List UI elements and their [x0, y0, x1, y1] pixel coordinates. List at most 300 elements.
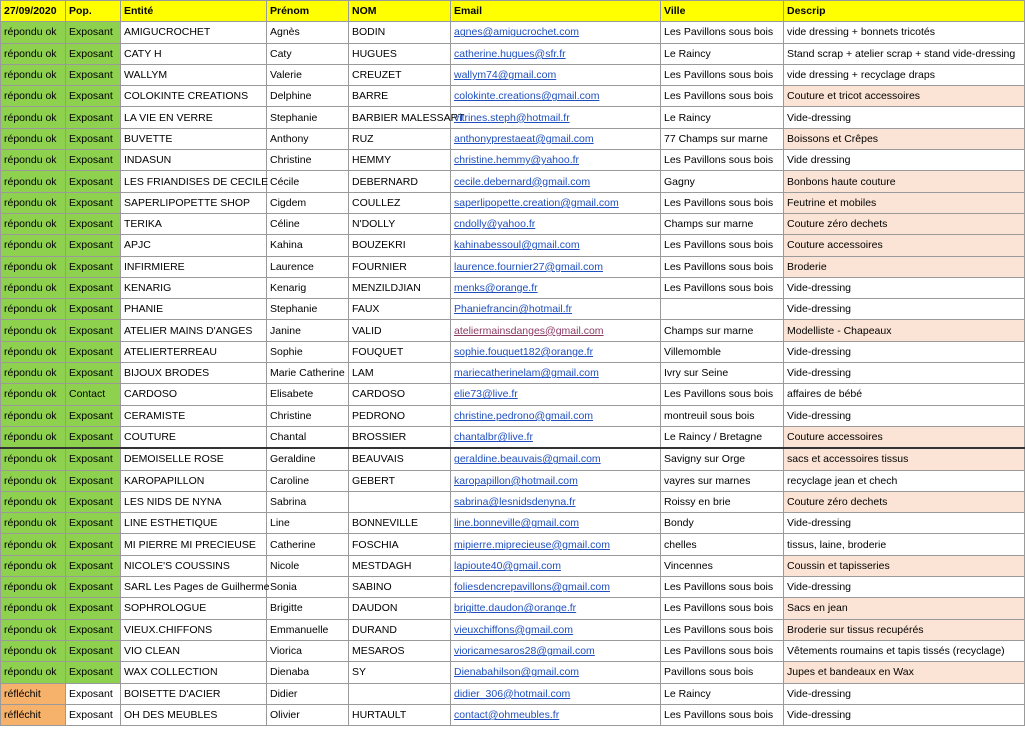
cell-entite[interactable]: LES NIDS DE NYNA [121, 491, 267, 512]
cell-status[interactable]: répondu ok [1, 384, 66, 405]
cell-pop[interactable]: Exposant [66, 534, 121, 555]
cell-nom[interactable]: BEAUVAIS [349, 448, 451, 470]
cell-nom[interactable]: BROSSIER [349, 426, 451, 448]
cell-email[interactable] [451, 513, 661, 534]
cell-ville[interactable] [661, 299, 784, 320]
cell-ville[interactable]: Champs sur marne [661, 320, 784, 341]
cell-entite[interactable]: INFIRMIERE [121, 256, 267, 277]
cell-prenom[interactable]: Caroline [267, 470, 349, 491]
cell-entite[interactable]: SOPHROLOGUE [121, 598, 267, 619]
email-link[interactable]: didier_306@hotmail.com [454, 687, 571, 700]
cell-email[interactable] [451, 534, 661, 555]
cell-nom[interactable]: FOUQUET [349, 341, 451, 362]
cell-descrip[interactable]: Vide-dressing [784, 277, 1025, 298]
email-link[interactable]: sabrina@lesnidsdenyna.fr [454, 495, 576, 508]
cell-status[interactable]: répondu ok [1, 64, 66, 85]
email-link[interactable]: saperlipopette.creation@gmail.com [454, 196, 619, 209]
cell-status[interactable]: répondu ok [1, 363, 66, 384]
cell-descrip[interactable]: Modelliste - Chapeaux [784, 320, 1025, 341]
cell-email[interactable] [451, 683, 661, 704]
header-pop[interactable]: Pop. [66, 1, 121, 22]
cell-nom[interactable]: HURTAULT [349, 704, 451, 725]
cell-pop[interactable]: Exposant [66, 43, 121, 64]
cell-entite[interactable]: CATY H [121, 43, 267, 64]
cell-status[interactable]: répondu ok [1, 470, 66, 491]
cell-status[interactable]: répondu ok [1, 86, 66, 107]
cell-entite[interactable]: CERAMISTE [121, 405, 267, 426]
cell-email[interactable] [451, 22, 661, 43]
cell-email[interactable] [451, 405, 661, 426]
cell-nom[interactable]: SABINO [349, 577, 451, 598]
cell-nom[interactable]: CARDOSO [349, 384, 451, 405]
cell-ville[interactable]: Ivry sur Seine [661, 363, 784, 384]
cell-status[interactable]: répondu ok [1, 277, 66, 298]
cell-pop[interactable]: Exposant [66, 448, 121, 470]
cell-nom[interactable]: DEBERNARD [349, 171, 451, 192]
email-link[interactable]: cecile.debernard@gmail.com [454, 175, 591, 188]
cell-entite[interactable]: NICOLE'S COUSSINS [121, 555, 267, 576]
cell-pop[interactable]: Contact [66, 384, 121, 405]
email-link[interactable]: christine.pedrono@gmail.com [454, 409, 594, 422]
cell-email[interactable] [451, 619, 661, 640]
cell-prenom[interactable]: Christine [267, 150, 349, 171]
cell-email[interactable] [451, 235, 661, 256]
cell-prenom[interactable]: Cécile [267, 171, 349, 192]
cell-entite[interactable]: LA VIE EN VERRE [121, 107, 267, 128]
cell-email[interactable] [451, 363, 661, 384]
cell-prenom[interactable]: Agnès [267, 22, 349, 43]
email-link[interactable]: mariecatherinelam@gmail.com [454, 367, 599, 380]
cell-ville[interactable]: Vincennes [661, 555, 784, 576]
cell-pop[interactable]: Exposant [66, 107, 121, 128]
cell-entite[interactable]: VIO CLEAN [121, 640, 267, 661]
cell-pop[interactable]: Exposant [66, 405, 121, 426]
cell-pop[interactable]: Exposant [66, 662, 121, 683]
cell-prenom[interactable]: Janine [267, 320, 349, 341]
email-link[interactable]: vitrines.steph@hotmail.fr [454, 111, 570, 124]
cell-nom[interactable]: BONNEVILLE [349, 513, 451, 534]
cell-nom[interactable]: LAM [349, 363, 451, 384]
cell-descrip[interactable]: Vide-dressing [784, 341, 1025, 362]
cell-pop[interactable]: Exposant [66, 150, 121, 171]
cell-email[interactable] [451, 704, 661, 725]
cell-prenom[interactable]: Didier [267, 683, 349, 704]
cell-ville[interactable]: 77 Champs sur marne [661, 128, 784, 149]
cell-entite[interactable]: SARL Les Pages de Guilherme [121, 577, 267, 598]
cell-nom[interactable]: DURAND [349, 619, 451, 640]
cell-prenom[interactable]: Kenarig [267, 277, 349, 298]
email-link[interactable]: vieuxchiffons@gmail.com [454, 623, 574, 636]
cell-pop[interactable]: Exposant [66, 299, 121, 320]
cell-descrip[interactable]: Bonbons haute couture [784, 171, 1025, 192]
cell-email[interactable] [451, 192, 661, 213]
cell-descrip[interactable]: vide dressing + bonnets tricotés [784, 22, 1025, 43]
cell-status[interactable]: répondu ok [1, 235, 66, 256]
cell-descrip[interactable]: Jupes et bandeaux en Wax [784, 662, 1025, 683]
email-link[interactable]: brigitte.daudon@orange.fr [454, 602, 577, 615]
cell-prenom[interactable]: Kahina [267, 235, 349, 256]
cell-prenom[interactable]: Viorica [267, 640, 349, 661]
cell-ville[interactable]: Les Pavillons sous bois [661, 150, 784, 171]
cell-status[interactable]: réfléchit [1, 683, 66, 704]
cell-nom[interactable]: N'DOLLY [349, 213, 451, 234]
cell-nom[interactable]: GEBERT [349, 470, 451, 491]
email-link[interactable]: Dienabahilson@gmail.com [454, 666, 580, 679]
cell-descrip[interactable]: Couture zéro dechets [784, 491, 1025, 512]
cell-pop[interactable]: Exposant [66, 192, 121, 213]
cell-email[interactable] [451, 299, 661, 320]
cell-descrip[interactable]: Stand scrap + atelier scrap + stand vide-dressing [784, 43, 1025, 64]
cell-ville[interactable]: Villemomble [661, 341, 784, 362]
cell-descrip[interactable]: Vide-dressing [784, 405, 1025, 426]
cell-descrip[interactable]: Feutrine et mobiles [784, 192, 1025, 213]
cell-entite[interactable]: SAPERLIPOPETTE SHOP [121, 192, 267, 213]
cell-status[interactable]: répondu ok [1, 513, 66, 534]
cell-entite[interactable]: ATELIER MAINS D'ANGES [121, 320, 267, 341]
cell-pop[interactable]: Exposant [66, 64, 121, 85]
cell-descrip[interactable]: Vide-dressing [784, 299, 1025, 320]
cell-status[interactable]: répondu ok [1, 213, 66, 234]
cell-pop[interactable]: Exposant [66, 86, 121, 107]
cell-prenom[interactable]: Catherine [267, 534, 349, 555]
cell-nom[interactable]: MENZILDJIAN [349, 277, 451, 298]
cell-prenom[interactable]: Elisabete [267, 384, 349, 405]
email-link[interactable]: ateliermainsdanges@gmail.com [454, 324, 604, 337]
cell-status[interactable]: répondu ok [1, 43, 66, 64]
cell-ville[interactable]: Les Pavillons sous bois [661, 86, 784, 107]
cell-pop[interactable]: Exposant [66, 235, 121, 256]
cell-pop[interactable]: Exposant [66, 640, 121, 661]
cell-entite[interactable]: BUVETTE [121, 128, 267, 149]
cell-descrip[interactable]: Vide-dressing [784, 513, 1025, 534]
cell-status[interactable]: répondu ok [1, 171, 66, 192]
cell-ville[interactable]: Les Pavillons sous bois [661, 277, 784, 298]
cell-prenom[interactable]: Sonia [267, 577, 349, 598]
cell-email[interactable] [451, 171, 661, 192]
cell-prenom[interactable]: Chantal [267, 426, 349, 448]
email-link[interactable]: anthonyprestaeat@gmail.com [454, 132, 594, 145]
email-link[interactable]: catherine.hugues@sfr.fr [454, 47, 566, 60]
email-link[interactable]: lapioute40@gmail.com [454, 559, 561, 572]
cell-email[interactable] [451, 448, 661, 470]
cell-entite[interactable]: KAROPAPILLON [121, 470, 267, 491]
cell-pop[interactable]: Exposant [66, 704, 121, 725]
email-link[interactable]: contact@ohmeubles.fr [454, 708, 560, 721]
cell-email[interactable] [451, 341, 661, 362]
cell-ville[interactable]: Champs sur marne [661, 213, 784, 234]
cell-ville[interactable]: vayres sur marnes [661, 470, 784, 491]
cell-ville[interactable]: Le Raincy / Bretagne [661, 426, 784, 448]
cell-descrip[interactable]: Couture zéro dechets [784, 213, 1025, 234]
header-entite[interactable]: Entité [121, 1, 267, 22]
cell-prenom[interactable]: Marie Catherine [267, 363, 349, 384]
cell-pop[interactable]: Exposant [66, 598, 121, 619]
cell-email[interactable] [451, 64, 661, 85]
cell-prenom[interactable]: Line [267, 513, 349, 534]
email-link[interactable]: wallym74@gmail.com [454, 69, 557, 82]
header-email[interactable]: Email [451, 1, 661, 22]
cell-nom[interactable]: BODIN [349, 22, 451, 43]
cell-ville[interactable]: Les Pavillons sous bois [661, 640, 784, 661]
cell-entite[interactable]: BIJOUX BRODES [121, 363, 267, 384]
cell-status[interactable]: répondu ok [1, 555, 66, 576]
email-link[interactable]: geraldine.beauvais@gmail.com [454, 453, 601, 466]
email-link[interactable]: menks@orange.fr [454, 282, 538, 294]
cell-entite[interactable]: ATELIERTERREAU [121, 341, 267, 362]
cell-entite[interactable]: APJC [121, 235, 267, 256]
cell-email[interactable] [451, 555, 661, 576]
cell-pop[interactable]: Exposant [66, 320, 121, 341]
cell-descrip[interactable]: recyclage jean et chech [784, 470, 1025, 491]
cell-prenom[interactable]: Stephanie [267, 107, 349, 128]
cell-pop[interactable]: Exposant [66, 619, 121, 640]
cell-nom[interactable]: RUZ [349, 128, 451, 149]
email-link[interactable]: chantalbr@live.fr [454, 431, 533, 444]
cell-entite[interactable]: WAX COLLECTION [121, 662, 267, 683]
cell-email[interactable] [451, 213, 661, 234]
cell-status[interactable]: répondu ok [1, 22, 66, 43]
cell-pop[interactable]: Exposant [66, 341, 121, 362]
cell-email[interactable] [451, 256, 661, 277]
cell-status[interactable]: répondu ok [1, 320, 66, 341]
cell-status[interactable]: réfléchit [1, 704, 66, 725]
cell-descrip[interactable]: Coussin et tapisseries [784, 555, 1025, 576]
cell-prenom[interactable]: Cigdem [267, 192, 349, 213]
cell-prenom[interactable]: Stephanie [267, 299, 349, 320]
cell-nom[interactable]: CREUZET [349, 64, 451, 85]
cell-email[interactable] [451, 128, 661, 149]
cell-pop[interactable]: Exposant [66, 683, 121, 704]
cell-prenom[interactable]: Nicole [267, 555, 349, 576]
cell-entite[interactable]: TERIKA [121, 213, 267, 234]
cell-nom[interactable]: VALID [349, 320, 451, 341]
email-link[interactable]: mipierre.miprecieuse@gmail.com [454, 538, 610, 551]
cell-email[interactable] [451, 320, 661, 341]
cell-entite[interactable]: KENARIG [121, 277, 267, 298]
cell-nom[interactable]: FOURNIER [349, 256, 451, 277]
cell-ville[interactable]: montreuil sous bois [661, 405, 784, 426]
cell-status[interactable]: répondu ok [1, 577, 66, 598]
cell-status[interactable]: répondu ok [1, 491, 66, 512]
cell-ville[interactable]: Gagny [661, 171, 784, 192]
cell-ville[interactable]: Le Raincy [661, 43, 784, 64]
cell-entite[interactable]: MI PIERRE MI PRECIEUSE [121, 534, 267, 555]
cell-entite[interactable]: VIEUX.CHIFFONS [121, 619, 267, 640]
cell-status[interactable]: répondu ok [1, 150, 66, 171]
cell-prenom[interactable]: Emmanuelle [267, 619, 349, 640]
cell-ville[interactable]: Les Pavillons sous bois [661, 64, 784, 85]
cell-descrip[interactable]: Vide-dressing [784, 683, 1025, 704]
cell-nom[interactable]: SY [349, 662, 451, 683]
cell-ville[interactable]: Le Raincy [661, 683, 784, 704]
email-link[interactable]: line.bonneville@gmail.com [454, 517, 580, 530]
header-date[interactable]: 27/09/2020 [1, 1, 66, 22]
header-descrip[interactable]: Descrip [784, 1, 1025, 22]
cell-status[interactable]: répondu ok [1, 341, 66, 362]
cell-nom[interactable]: HUGUES [349, 43, 451, 64]
cell-descrip[interactable]: Vide dressing [784, 150, 1025, 171]
cell-prenom[interactable]: Caty [267, 43, 349, 64]
cell-entite[interactable]: BOISETTE D'ACIER [121, 683, 267, 704]
cell-status[interactable]: répondu ok [1, 426, 66, 448]
cell-descrip[interactable]: Vêtements roumains et tapis tissés (recyclage) [784, 640, 1025, 661]
cell-descrip[interactable]: Vide-dressing [784, 107, 1025, 128]
email-link[interactable]: sophie.fouquet182@orange.fr [454, 345, 594, 358]
cell-ville[interactable]: Les Pavillons sous bois [661, 577, 784, 598]
cell-entite[interactable]: DEMOISELLE ROSE [121, 448, 267, 470]
email-link[interactable]: agnes@amigucrochet.com [454, 26, 580, 39]
cell-nom[interactable]: DAUDON [349, 598, 451, 619]
cell-status[interactable]: répondu ok [1, 299, 66, 320]
cell-prenom[interactable]: Olivier [267, 704, 349, 725]
cell-email[interactable] [451, 640, 661, 661]
cell-entite[interactable]: AMIGUCROCHET [121, 22, 267, 43]
cell-nom[interactable]: FOSCHIA [349, 534, 451, 555]
header-nom[interactable]: NOM [349, 1, 451, 22]
cell-entite[interactable]: CARDOSO [121, 384, 267, 405]
cell-email[interactable] [451, 470, 661, 491]
cell-ville[interactable]: Les Pavillons sous bois [661, 598, 784, 619]
cell-descrip[interactable]: Couture accessoires [784, 235, 1025, 256]
email-link[interactable]: Phaniefrancin@hotmail.fr [454, 303, 573, 316]
cell-email[interactable] [451, 598, 661, 619]
cell-ville[interactable]: Savigny sur Orge [661, 448, 784, 470]
cell-ville[interactable]: Les Pavillons sous bois [661, 22, 784, 43]
cell-entite[interactable]: LINE ESTHETIQUE [121, 513, 267, 534]
cell-nom[interactable]: BOUZEKRI [349, 235, 451, 256]
cell-ville[interactable]: Les Pavillons sous bois [661, 235, 784, 256]
cell-descrip[interactable]: Vide-dressing [784, 704, 1025, 725]
email-link[interactable]: christine.hemmy@yahoo.fr [454, 154, 580, 167]
cell-pop[interactable]: Exposant [66, 555, 121, 576]
cell-email[interactable] [451, 662, 661, 683]
cell-ville[interactable]: Pavillons sous bois [661, 662, 784, 683]
cell-descrip[interactable]: Couture accessoires [784, 426, 1025, 448]
cell-entite[interactable]: WALLYM [121, 64, 267, 85]
cell-email[interactable] [451, 491, 661, 512]
cell-descrip[interactable]: Vide-dressing [784, 363, 1025, 384]
cell-descrip[interactable]: Boissons et Crêpes [784, 128, 1025, 149]
cell-ville[interactable]: Les Pavillons sous bois [661, 384, 784, 405]
cell-nom[interactable] [349, 491, 451, 512]
cell-ville[interactable]: Les Pavillons sous bois [661, 704, 784, 725]
cell-descrip[interactable]: Broderie sur tissus recupérés [784, 619, 1025, 640]
cell-entite[interactable]: COLOKINTE CREATIONS [121, 86, 267, 107]
email-link[interactable]: karopapillon@hotmail.com [454, 474, 578, 487]
cell-entite[interactable]: OH DES MEUBLES [121, 704, 267, 725]
cell-descrip[interactable]: Broderie [784, 256, 1025, 277]
cell-prenom[interactable]: Laurence [267, 256, 349, 277]
cell-pop[interactable]: Exposant [66, 363, 121, 384]
cell-ville[interactable]: Le Raincy [661, 107, 784, 128]
cell-nom[interactable]: FAUX [349, 299, 451, 320]
email-link[interactable]: laurence.fournier27@gmail.com [454, 260, 603, 273]
cell-email[interactable] [451, 107, 661, 128]
cell-descrip[interactable]: tissus, laine, broderie [784, 534, 1025, 555]
cell-status[interactable]: répondu ok [1, 405, 66, 426]
cell-pop[interactable]: Exposant [66, 22, 121, 43]
cell-nom[interactable]: BARBIER MALESSART [349, 107, 451, 128]
cell-email[interactable] [451, 277, 661, 298]
cell-pop[interactable]: Exposant [66, 470, 121, 491]
cell-email[interactable] [451, 43, 661, 64]
cell-ville[interactable]: Les Pavillons sous bois [661, 256, 784, 277]
cell-descrip[interactable]: sacs et accessoires tissus [784, 448, 1025, 470]
email-link[interactable]: cndolly@yahoo.fr [454, 218, 536, 231]
cell-ville[interactable]: Les Pavillons sous bois [661, 619, 784, 640]
cell-prenom[interactable]: Geraldine [267, 448, 349, 470]
cell-email[interactable] [451, 86, 661, 107]
cell-descrip[interactable]: Couture et tricot accessoires [784, 86, 1025, 107]
email-link[interactable]: vioricamesaros28@gmail.com [454, 645, 595, 658]
cell-prenom[interactable]: Céline [267, 213, 349, 234]
cell-prenom[interactable]: Anthony [267, 128, 349, 149]
cell-nom[interactable]: HEMMY [349, 150, 451, 171]
cell-entite[interactable]: PHANIE [121, 299, 267, 320]
cell-status[interactable]: répondu ok [1, 534, 66, 555]
cell-entite[interactable]: INDASUN [121, 150, 267, 171]
cell-ville[interactable]: Roissy en brie [661, 491, 784, 512]
cell-nom[interactable]: MESTDAGH [349, 555, 451, 576]
cell-prenom[interactable]: Sophie [267, 341, 349, 362]
cell-status[interactable]: répondu ok [1, 598, 66, 619]
cell-descrip[interactable]: Sacs en jean [784, 598, 1025, 619]
header-prenom[interactable]: Prénom [267, 1, 349, 22]
cell-status[interactable]: répondu ok [1, 619, 66, 640]
cell-ville[interactable]: chelles [661, 534, 784, 555]
cell-email[interactable] [451, 577, 661, 598]
cell-prenom[interactable]: Sabrina [267, 491, 349, 512]
cell-prenom[interactable]: Brigitte [267, 598, 349, 619]
cell-nom[interactable] [349, 683, 451, 704]
cell-nom[interactable]: BARRE [349, 86, 451, 107]
header-ville[interactable]: Ville [661, 1, 784, 22]
cell-status[interactable]: répondu ok [1, 256, 66, 277]
cell-entite[interactable]: COUTURE [121, 426, 267, 448]
cell-pop[interactable]: Exposant [66, 256, 121, 277]
cell-pop[interactable]: Exposant [66, 577, 121, 598]
cell-pop[interactable]: Exposant [66, 513, 121, 534]
cell-email[interactable] [451, 150, 661, 171]
cell-prenom[interactable]: Christine [267, 405, 349, 426]
cell-status[interactable]: répondu ok [1, 192, 66, 213]
cell-nom[interactable]: MESAROS [349, 640, 451, 661]
cell-pop[interactable]: Exposant [66, 426, 121, 448]
cell-pop[interactable]: Exposant [66, 128, 121, 149]
cell-descrip[interactable]: vide dressing + recyclage draps [784, 64, 1025, 85]
cell-status[interactable]: répondu ok [1, 107, 66, 128]
cell-prenom[interactable]: Valerie [267, 64, 349, 85]
cell-entite[interactable]: LES FRIANDISES DE CECILE [121, 171, 267, 192]
email-link[interactable]: kahinabessoul@gmail.com [454, 239, 580, 252]
cell-status[interactable]: répondu ok [1, 662, 66, 683]
cell-status[interactable]: répondu ok [1, 128, 66, 149]
cell-descrip[interactable]: affaires de bébé [784, 384, 1025, 405]
cell-email[interactable] [451, 384, 661, 405]
cell-prenom[interactable]: Delphine [267, 86, 349, 107]
email-link[interactable]: elie73@live.fr [454, 388, 518, 401]
cell-pop[interactable]: Exposant [66, 171, 121, 192]
cell-status[interactable]: répondu ok [1, 448, 66, 470]
cell-pop[interactable]: Exposant [66, 277, 121, 298]
cell-nom[interactable]: COULLEZ [349, 192, 451, 213]
cell-descrip[interactable]: Vide-dressing [784, 577, 1025, 598]
email-link[interactable]: colokinte.creations@gmail.com [454, 90, 600, 103]
cell-status[interactable]: répondu ok [1, 640, 66, 661]
cell-ville[interactable]: Les Pavillons sous bois [661, 192, 784, 213]
cell-prenom[interactable]: Dienaba [267, 662, 349, 683]
cell-ville[interactable]: Bondy [661, 513, 784, 534]
